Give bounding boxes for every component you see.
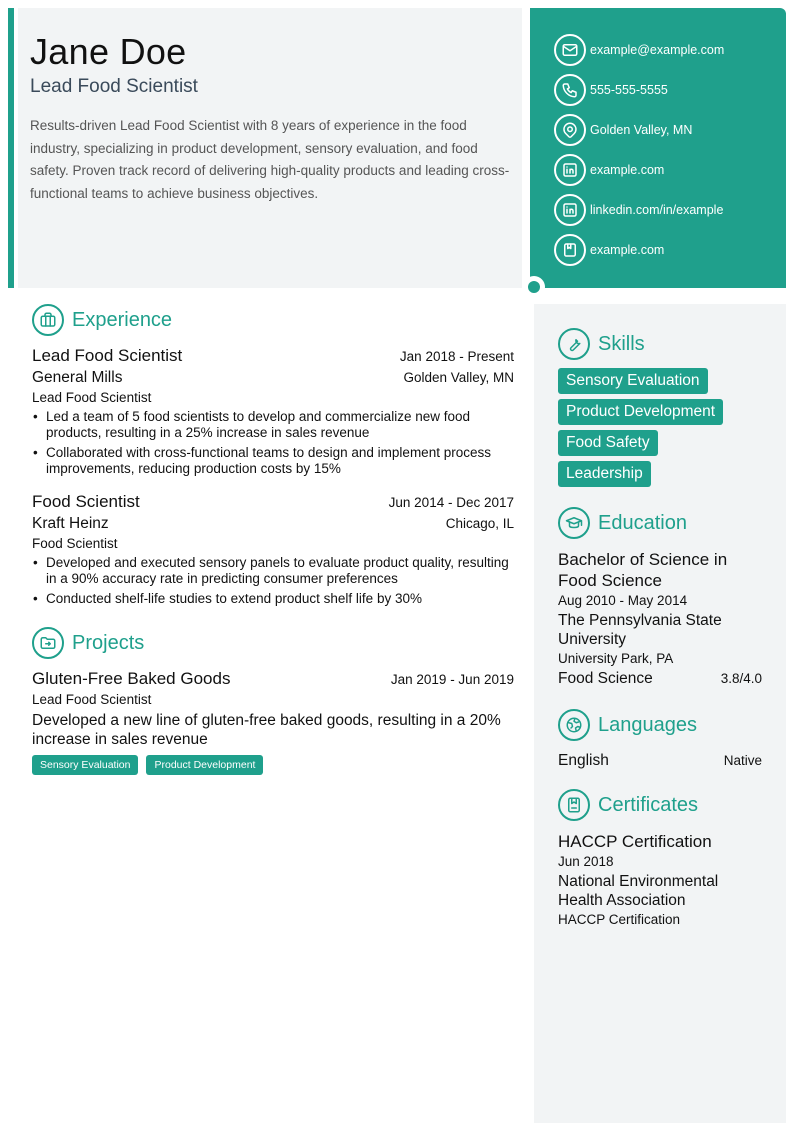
sidebar [534,304,786,1123]
job-dates: Jan 2018 - Present [399,349,514,364]
linkedin-icon [554,194,586,226]
job-location: Chicago, IL [445,516,514,531]
education-title: Education [598,511,687,534]
project-role: Lead Food Scientist [32,692,152,707]
contact-panel [530,8,786,288]
education-degree: Bachelor of Science in Food Science [558,550,728,590]
certificates-heading [558,789,762,821]
education-dates: Aug 2010 - May 2014 [558,593,688,608]
project-tags [32,755,514,775]
linkedin-icon [554,154,586,186]
graduation-cap-icon [558,507,590,539]
project-title: Gluten-Free Baked Goods [32,669,231,688]
contact-linkedin[interactable] [554,190,786,230]
header-accent-bar [8,8,14,288]
candidate-name: Jane Doe [30,31,187,72]
education-school: The Pennsylvania State University [558,612,722,648]
briefcase-icon [32,304,64,336]
project-dates: Jan 2019 - Jun 2019 [390,672,514,687]
timeline-dot [528,281,540,293]
job-title: Food Scientist [32,492,140,511]
contact-website-text[interactable]: example.com [590,163,665,177]
skill-tag: Food Safety [558,430,658,456]
globe-icon [558,709,590,741]
education-location: University Park, PA [558,651,674,666]
job-company: Kraft Heinz [32,515,109,532]
job-bullet: • Collaborated with cross-functional teams to design and implement process improvements, reducing production costs by 15% [32,445,514,477]
languages-heading [558,709,762,741]
job-role: Food Scientist [32,536,118,551]
contact-linkedin-text[interactable]: linkedin.com/in/example [590,203,724,217]
contact-email[interactable] [554,30,786,70]
certificate-entry [558,831,762,930]
job-role: Lead Food Scientist [32,390,152,405]
folder-icon [32,627,64,659]
education-gpa: 3.8/4.0 [720,671,762,686]
candidate-title: Lead Food Scientist [30,76,198,97]
certificate-icon [558,789,590,821]
job-bullet: • Conducted shelf-life studies to extend product shelf life by 30% [32,591,514,607]
wrench-icon [558,328,590,360]
job-dates: Jun 2014 - Dec 2017 [388,495,514,510]
skills-list [558,368,762,492]
job-bullet: • Led a team of 5 food scientists to develop and commercialize new food products, resulting in a 25% increase in sales revenue [32,409,514,441]
education-entry [558,549,762,689]
project-entry [32,669,514,775]
contact-location-text: Golden Valley, MN [590,123,693,137]
projects-heading [32,627,514,659]
job-company: General Mills [32,369,123,386]
contact-website[interactable] [554,150,786,190]
job-entry [32,492,514,607]
skills-title: Skills [598,332,645,355]
education-field: Food Science [558,670,653,687]
projects-title: Projects [72,631,145,654]
project-description: Developed a new line of gluten-free baked goods, resulting in a 20% increase in sales revenue [32,712,501,748]
certificate-detail: HACCP Certification [558,912,681,927]
project-tag: Sensory Evaluation [32,755,138,775]
summary: Results-driven Lead Food Scientist with 8 years of experience in the food industry, specializing in product development, sensory evaluation, and food safety. Proven track record of delivering high-quality products and leading cross-functional teams to achieve business objectives. [30,118,510,201]
location-icon [554,114,586,146]
email-icon [554,34,586,66]
job-bullet: • Developed and executed sensory panels to evaluate product quality, resulting in a 90% accuracy rate in predicting consumer preferences [32,555,514,587]
project-tag: Product Development [146,755,263,775]
job-title: Lead Food Scientist [32,346,183,365]
job-bullets [32,555,514,607]
contact-phone-text[interactable]: 555-555-5555 [590,83,668,97]
skills-heading [558,328,762,360]
language-entry [558,751,762,771]
certificates-title: Certificates [598,793,699,816]
experience-heading [32,304,514,336]
contact-phone[interactable] [554,70,786,110]
contact-portfolio[interactable] [554,230,786,270]
language-name: English [558,752,609,769]
phone-icon [554,74,586,106]
certificate-issuer: National Environmental Health Association [558,873,719,909]
contact-portfolio-text[interactable]: example.com [590,243,665,257]
contact-location [554,110,786,150]
experience-title: Experience [72,308,173,331]
job-location: Golden Valley, MN [403,370,514,385]
header [18,8,522,288]
language-level: Native [723,753,762,768]
job-bullets [32,409,514,477]
portfolio-icon [554,234,586,266]
main-column [32,304,514,775]
contact-email-text[interactable]: example@example.com [590,43,725,57]
languages-title: Languages [598,713,697,736]
certificate-name: HACCP Certification [558,832,712,851]
skill-tag: Leadership [558,461,651,487]
job-entry [32,346,514,477]
skill-tag: Sensory Evaluation [558,368,708,394]
education-heading [558,507,762,539]
certificate-date: Jun 2018 [558,854,614,869]
skill-tag: Product Development [558,399,723,425]
